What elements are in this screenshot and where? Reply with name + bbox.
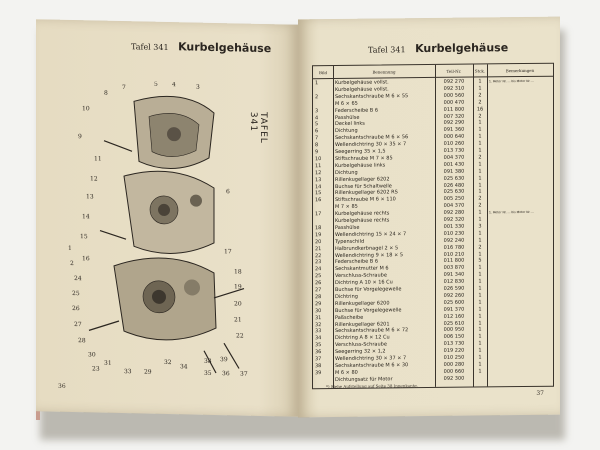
part-ref-number: 14: [315, 183, 322, 190]
part-name: Rillenkugellager 6201: [335, 320, 390, 328]
part-remark: 1. Motor Nr. ... bis Motor Nr. ...: [489, 209, 535, 215]
part-name: Paßscheibe: [335, 314, 364, 321]
part-name: M 7 × 85: [335, 203, 358, 211]
svg-text:13: 13: [86, 193, 94, 201]
part-quantity: 1: [478, 299, 482, 306]
svg-text:12: 12: [90, 175, 98, 183]
part-name: Sechskantschraube M 6 × 56: [335, 134, 409, 142]
svg-text:2: 2: [70, 259, 74, 268]
part-name: Sechskantschraube M 6 × 55: [335, 93, 409, 100]
part-name: Kurbelgehäuse rechts: [335, 217, 390, 224]
tafel-number: Tafel 341: [131, 42, 169, 53]
part-name: Halbrundkerbnagel 2 × 5: [335, 244, 399, 252]
part-remark: [489, 292, 551, 293]
part-number: 091 370: [443, 306, 465, 313]
svg-text:9: 9: [78, 133, 82, 141]
part-quantity: 1: [478, 168, 482, 175]
part-number: 092 260: [443, 292, 465, 299]
left-page-number: 36: [58, 382, 66, 390]
svg-text:4: 4: [172, 81, 176, 89]
parts-table: [312, 63, 554, 390]
part-number: 010 230: [443, 230, 465, 237]
svg-text:20: 20: [234, 300, 242, 308]
part-number: 091 360: [443, 126, 465, 134]
svg-text:15: 15: [80, 233, 88, 241]
part-name: Stiftschraube M 6 × 110: [335, 196, 396, 204]
part-remark: [489, 154, 551, 155]
svg-text:22: 22: [236, 332, 244, 340]
part-ref-number: 7: [315, 135, 319, 142]
part-quantity: 1: [478, 175, 482, 182]
part-ref-number: 27: [315, 287, 322, 294]
part-number: 001 430: [443, 161, 465, 168]
part-quantity: 1: [478, 285, 482, 292]
svg-text:11: 11: [94, 155, 102, 163]
part-remark: [489, 285, 551, 286]
part-name: Wellendichtring 9 × 18 × 5: [335, 251, 404, 259]
part-number: 006 150: [443, 333, 465, 341]
part-ref-number: 28: [315, 294, 322, 301]
part-remark: [489, 250, 551, 251]
part-name: M 6 × 80: [335, 369, 358, 376]
part-quantity: 1: [478, 133, 482, 140]
part-remark: [489, 167, 551, 168]
part-ref-number: 10: [315, 156, 322, 163]
part-number: 026 480: [443, 182, 465, 189]
part-quantity: 1: [478, 319, 482, 326]
part-ref-number: 8: [315, 142, 319, 149]
part-remark: [489, 236, 551, 237]
part-name: Kurbelgehäuse vollst.: [335, 79, 389, 86]
part-name: Rillenkugellager 6202 RS: [335, 189, 398, 197]
part-remark: [489, 223, 551, 224]
part-name: Buchse für Schaltwelle: [335, 182, 392, 190]
column-header: Benennung: [333, 65, 435, 79]
svg-text:33: 33: [124, 368, 132, 376]
page-title: Kurbelgehäuse: [415, 41, 509, 56]
part-quantity: 3: [478, 223, 482, 230]
part-ref-number: 38: [315, 363, 322, 370]
part-remark: [489, 85, 551, 86]
part-number: 011 800: [443, 106, 465, 113]
page-title: Kurbelgehäuse: [178, 40, 272, 56]
part-quantity: 1: [478, 140, 482, 147]
part-quantity: 2: [478, 202, 482, 209]
part-ref-number: 26: [315, 280, 322, 287]
part-number: 010 260: [443, 140, 465, 147]
svg-text:6: 6: [225, 188, 230, 196]
part-number: 092 280: [443, 209, 465, 216]
part-number: 000 470: [443, 99, 465, 106]
part-number: 004 370: [443, 202, 465, 210]
part-number: 025 610: [443, 320, 465, 327]
part-remark: [489, 188, 551, 189]
svg-text:5: 5: [154, 80, 158, 88]
part-quantity: 1: [478, 368, 482, 375]
part-quantity: 1: [478, 347, 482, 354]
part-name: Kurbelgehäuse vollst.: [335, 86, 389, 93]
crankcase-left-drawing: [124, 170, 214, 254]
part-name: Dichtring: [335, 293, 358, 300]
part-quantity: 1: [478, 181, 482, 188]
part-quantity: 1: [478, 78, 482, 85]
part-ref-number: 9: [315, 149, 319, 156]
part-number: 004 370: [443, 154, 465, 161]
part-remark: [489, 92, 551, 93]
part-remark: [489, 174, 551, 175]
part-number: 007 320: [443, 113, 465, 120]
part-remark: [489, 98, 551, 99]
svg-text:25: 25: [72, 290, 80, 298]
part-number: 091 380: [443, 168, 465, 175]
svg-text:34: 34: [180, 363, 188, 371]
part-number: 003 870: [443, 264, 465, 272]
part-number: 092 290: [443, 120, 465, 127]
part-ref-number: 35: [315, 342, 322, 349]
part-number: 092 300: [443, 375, 465, 382]
part-name: Rillenkugellager 6202: [335, 176, 390, 183]
part-number: 016 780: [443, 244, 465, 251]
part-quantity: 1: [478, 264, 482, 271]
part-remark: [489, 340, 551, 341]
part-quantity: 1: [478, 306, 482, 313]
part-quantity: 2: [478, 112, 482, 119]
column-header: Stck.: [473, 64, 487, 77]
part-quantity: 1: [478, 230, 482, 237]
part-name: Kurbelgehäuse rechts: [335, 210, 390, 218]
part-remark: [489, 195, 551, 196]
part-remark: [489, 112, 551, 113]
part-name: Stiftschraube M 7 × 85: [335, 155, 393, 162]
part-quantity: 1: [478, 209, 482, 216]
part-ref-number: 19: [315, 231, 322, 238]
part-remark: [489, 230, 551, 231]
right-page: [298, 17, 560, 418]
tafel-side-label: TAFEL 341: [248, 111, 268, 144]
right-page-header: [368, 41, 508, 55]
part-number: 000 950: [443, 327, 465, 334]
part-quantity: 1: [478, 278, 482, 285]
svg-text:27: 27: [74, 321, 82, 329]
part-remark: [489, 216, 551, 217]
part-number: 010 250: [443, 354, 465, 361]
part-quantity: 1: [478, 147, 482, 154]
part-remark: [489, 147, 551, 148]
part-remark: [489, 105, 551, 106]
crankcase-right-drawing: [114, 257, 216, 341]
part-ref-number: 11: [315, 162, 322, 169]
part-name: Buchse für Vorgelegewelle: [335, 306, 402, 314]
part-remark: [489, 202, 551, 203]
part-quantity: 1: [478, 237, 482, 244]
part-ref-number: 34: [315, 335, 322, 342]
part-quantity: 1: [478, 340, 482, 347]
part-quantity: 1: [478, 85, 482, 92]
part-remark: [489, 257, 551, 258]
part-ref-number: 17: [315, 211, 322, 218]
part-name: Verschluss-Schraube: [335, 341, 387, 349]
svg-text:26: 26: [72, 305, 80, 313]
svg-text:1: 1: [68, 244, 72, 253]
part-quantity: 1: [478, 354, 482, 361]
part-name: Sechskantschraube M 6 × 30: [335, 362, 409, 369]
column-header: Bemerkungen: [487, 64, 553, 78]
part-remark: [489, 299, 551, 300]
part-remark: [489, 374, 551, 375]
part-number: 025 600: [443, 299, 465, 306]
part-ref-number: 2: [315, 93, 319, 100]
table-row: [313, 374, 553, 383]
part-name: M 6 × 65: [335, 100, 358, 107]
part-remark: [489, 347, 551, 348]
part-name: Seegerring 32 × 1,2: [335, 348, 386, 356]
part-remark: [489, 312, 551, 313]
part-remark: [489, 305, 551, 306]
part-number: 010 210: [443, 251, 465, 258]
part-remark: [489, 271, 551, 272]
column-header: Bild: [313, 66, 333, 79]
part-remark: [489, 368, 551, 369]
part-number: 013 730: [443, 147, 465, 154]
part-name: Dichtungsatz für Motor: [335, 376, 393, 383]
part-ref-number: 24: [315, 266, 322, 273]
svg-text:21: 21: [234, 316, 242, 324]
part-quantity: 1: [478, 313, 482, 320]
exploded-view-drawing: [64, 80, 264, 384]
part-quantity: 1: [478, 326, 482, 333]
part-ref-number: 36: [315, 349, 322, 356]
part-name: Dichtring A 10 × 16 Cu: [335, 279, 393, 287]
part-number: 005 250: [443, 195, 465, 203]
part-remark: [489, 243, 551, 244]
part-remark: [489, 326, 551, 327]
left-page-header: [131, 39, 271, 55]
part-number: 012 830: [443, 278, 465, 285]
part-name: Dichtring A 8 × 12 Cu: [335, 334, 390, 342]
crankcase-cover-drawing: [134, 96, 214, 170]
part-quantity: 1: [478, 271, 482, 278]
svg-text:31: 31: [104, 359, 112, 367]
svg-text:3: 3: [196, 83, 200, 91]
left-page: [36, 19, 298, 416]
part-number: 001 330: [443, 223, 465, 230]
part-quantity: 2: [478, 195, 482, 202]
part-number: 026 590: [443, 285, 465, 292]
part-number: 013 730: [443, 340, 465, 348]
part-ref-number: 30: [315, 307, 322, 314]
part-quantity: 5: [478, 257, 482, 264]
part-remark: [489, 181, 551, 182]
part-ref-number: 12: [315, 169, 322, 176]
part-ref-number: 5: [315, 121, 319, 128]
part-number: 012 160: [443, 313, 465, 320]
part-quantity: 2: [478, 92, 482, 99]
part-ref-number: 37: [315, 356, 322, 363]
part-number: 011 800: [443, 258, 465, 265]
part-name: Rillenkugellager 6200: [335, 300, 390, 307]
part-remark: [489, 264, 551, 265]
part-quantity: 1: [478, 161, 482, 168]
svg-text:14: 14: [82, 213, 90, 221]
part-quantity: 1: [478, 126, 482, 133]
part-quantity: 2: [478, 99, 482, 106]
part-ref-number: 39: [315, 369, 322, 376]
svg-text:19: 19: [234, 283, 242, 291]
part-ref-number: 4: [315, 114, 319, 121]
part-remark: [489, 319, 551, 320]
part-remark: [489, 361, 551, 362]
part-quantity: 1: [478, 216, 482, 223]
part-number: 019 220: [443, 347, 465, 354]
part-remark: [489, 133, 551, 134]
part-name: Buchse für Vorgelegewelle: [335, 286, 402, 293]
part-number: 000 560: [443, 92, 465, 99]
svg-text:7: 7: [122, 84, 126, 92]
part-quantity: 1: [478, 361, 482, 368]
part-name: Typenschild: [335, 238, 365, 245]
part-ref-number: 16: [315, 197, 322, 204]
svg-text:30: 30: [88, 351, 96, 359]
part-name: Passhülse: [335, 224, 360, 231]
part-ref-number: 20: [315, 238, 322, 245]
part-name: Deckel links: [335, 121, 365, 128]
svg-text:39: 39: [220, 356, 228, 364]
part-number: 000 660: [443, 368, 465, 375]
part-ref-number: 15: [315, 190, 322, 197]
column-header: Teil-Nr.: [435, 65, 473, 78]
part-ref-number: 18: [315, 225, 322, 232]
part-remark: [489, 354, 551, 355]
part-name: Passhülse: [335, 114, 360, 121]
part-ref-number: 1: [315, 80, 319, 87]
part-quantity: 2: [478, 154, 482, 161]
svg-text:28: 28: [78, 337, 86, 345]
part-name: Dichtung: [335, 128, 358, 135]
part-number: 092 270: [443, 78, 465, 85]
part-ref-number: 25: [315, 273, 322, 280]
part-name: Seegerring 35 × 1,5: [335, 148, 386, 155]
part-name: Wellendichtring 30 × 35 × 7: [335, 141, 407, 149]
part-number: 092 320: [443, 216, 465, 223]
svg-text:37: 37: [240, 370, 248, 378]
part-name: Wellendichtring 15 × 24 × 7: [335, 231, 407, 238]
svg-text:32: 32: [164, 358, 172, 367]
svg-text:16: 16: [82, 255, 90, 263]
part-ref-number: 3: [315, 107, 319, 114]
part-remark: 1. Motor Nr. ... bis Motor Nr. ...: [489, 78, 535, 84]
part-number: 091 340: [443, 271, 465, 279]
part-name: Federscheibe B 6: [335, 258, 379, 266]
part-quantity: 1: [478, 188, 482, 195]
part-quantity: 1: [478, 119, 482, 126]
part-ref-number: 21: [315, 245, 322, 252]
part-name: Federscheibe B 6: [335, 107, 379, 114]
part-ref-number: 31: [315, 314, 322, 321]
right-page-number: 37: [536, 389, 544, 397]
part-number: 092 240: [443, 237, 465, 244]
part-quantity: 1: [478, 333, 482, 340]
part-number: 025 630: [443, 189, 465, 196]
part-ref-number: 13: [315, 176, 322, 183]
part-remark: [489, 333, 551, 334]
part-quantity: 16: [476, 106, 484, 113]
svg-text:8: 8: [104, 89, 108, 97]
part-quantity: 1: [478, 250, 482, 257]
svg-text:24: 24: [74, 275, 82, 283]
part-ref-number: 22: [315, 252, 322, 259]
svg-text:23: 23: [92, 365, 100, 373]
part-ref-number: 29: [315, 300, 322, 307]
part-number: 092 310: [443, 85, 465, 92]
part-number: 025 630: [443, 175, 465, 182]
svg-text:18: 18: [234, 268, 242, 276]
footnote: *) Siehe Aufstellung auf Seite 38 Innenkante.: [326, 383, 418, 390]
part-ref-number: 6: [315, 128, 319, 135]
part-remark: [489, 161, 551, 162]
svg-text:38: 38: [204, 357, 212, 365]
part-name: Dichtung: [335, 169, 358, 176]
part-name: Sechskantmutter M 6: [335, 265, 389, 273]
svg-text:36: 36: [222, 370, 230, 378]
part-ref-number: 32: [315, 321, 322, 328]
part-remark: [489, 126, 551, 127]
tafel-number: Tafel 341: [368, 45, 406, 55]
part-remark: [489, 140, 551, 141]
part-remark: [489, 278, 551, 279]
svg-text:29: 29: [144, 368, 152, 376]
part-number: 000 640: [443, 133, 465, 141]
part-quantity: 1: [478, 292, 482, 299]
part-name: Verschluss-Schraube: [335, 272, 387, 280]
svg-text:10: 10: [82, 105, 90, 113]
part-ref-number: 33: [315, 328, 322, 335]
part-ref-number: 23: [315, 259, 322, 266]
svg-text:17: 17: [224, 248, 232, 256]
part-number: 000 280: [443, 361, 465, 368]
part-quantity: 2: [478, 244, 482, 251]
part-name: Sechskantschraube M 6 × 72: [335, 327, 409, 335]
svg-text:35: 35: [204, 369, 212, 377]
part-remark: [489, 119, 551, 120]
part-name: Kurbelgehäuse links: [335, 162, 386, 169]
part-name: Wellendichtring 30 × 37 × 7: [335, 355, 407, 362]
